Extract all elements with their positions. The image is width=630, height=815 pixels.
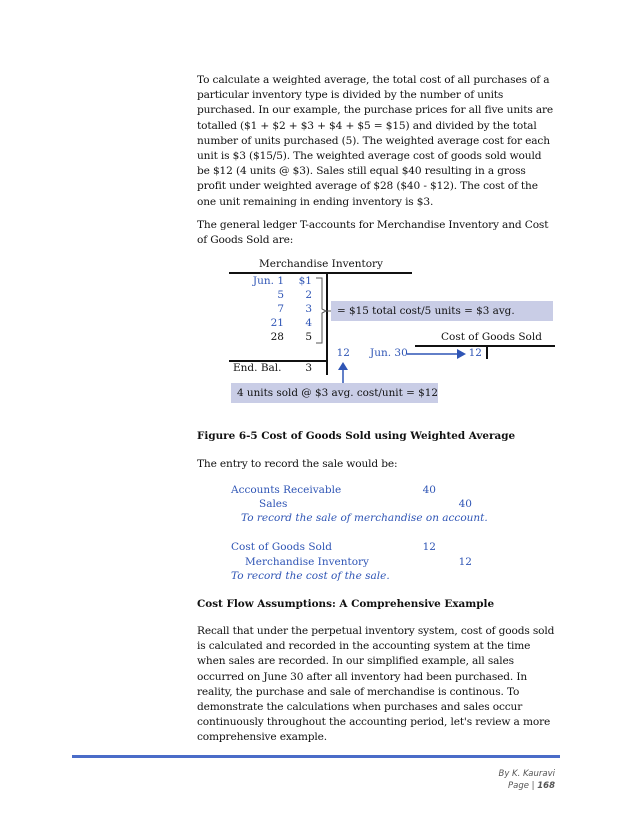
journal-debit-amount: 40 <box>422 484 436 496</box>
inventory-credit-value: 12 <box>336 347 350 359</box>
inventory-row-label: Jun. 1 <box>252 275 284 287</box>
paragraph-taccounts-intro: The general ledger T-accounts for Merchandise Inventory and Cost of Goods Sold are: <box>197 219 549 247</box>
footer-page-label: Page <box>508 781 529 791</box>
cogs-debit-value: 12 <box>468 347 482 359</box>
journal-credit-amount: 40 <box>458 498 472 510</box>
inventory-end-value: 3 <box>305 362 312 374</box>
figure-caption: Figure 6-5 Cost of Goods Sold using Weighted Average <box>197 430 516 442</box>
inventory-credit-label: Jun. 30 <box>370 347 408 359</box>
paragraph-weighted-average: To calculate a weighted average, the total cost of all purchases of a particular inventory type is divided by the number of units purchased. In our example, the purchase prices for all five units are totalled ($1 + $2 + $3 + $4 + $5 = $15) and divided by the total number of units purchased (5). The weighted average cost for each unit is $3 ($15/5). The weighted average cost of goods sold would be $12 (4 units @ $3). Sales still equal $40 resulting in a gross profit under weighted average of $28 ($40 - $12). The cost of the one unit remaining in ending inventory is $3. <box>197 74 554 208</box>
footer-page: Page | 168 <box>508 781 555 791</box>
inventory-row-value: 3 <box>305 303 312 315</box>
cogs-center-line <box>486 345 488 359</box>
callout-avg-cost: = $15 total cost/5 units = $3 avg. <box>331 301 553 321</box>
inventory-row-value: 5 <box>305 331 312 343</box>
journal-credit-amount: 12 <box>458 556 472 568</box>
journal-credit-account: Sales <box>259 498 288 510</box>
inventory-row-value: 2 <box>305 289 312 301</box>
inventory-title: Merchandise Inventory <box>259 258 383 270</box>
footer-rule <box>72 755 560 758</box>
footer-page-number: 168 <box>537 781 555 791</box>
cogs-top-line <box>415 345 555 347</box>
inventory-top-line <box>229 272 412 274</box>
section-heading: Cost Flow Assumptions: A Comprehensive Example <box>197 598 495 610</box>
inventory-row-label: 7 <box>277 303 284 315</box>
cogs-title: Cost of Goods Sold <box>441 331 542 343</box>
inventory-row-value: $1 <box>298 275 312 287</box>
callout-units-sold: 4 units sold @ $3 avg. cost/unit = $12 <box>231 383 438 403</box>
inventory-row-label: 5 <box>277 289 284 301</box>
inventory-row-label: 21 <box>270 317 284 329</box>
inventory-row-value: 4 <box>305 317 312 329</box>
journal-debit-amount: 12 <box>422 541 436 553</box>
journal-note: To record the cost of the sale. <box>231 570 390 582</box>
journal-credit-account: Merchandise Inventory <box>245 556 369 568</box>
inventory-end-label: End. Bal. <box>233 362 282 374</box>
footer-author: By K. Kauravi <box>498 769 555 779</box>
arrow-right-icon <box>405 348 467 360</box>
journal-debit-account: Cost of Goods Sold <box>231 541 332 553</box>
inventory-row-label: 28 <box>270 331 284 343</box>
journal-debit-account: Accounts Receivable <box>231 484 342 496</box>
paragraph-recall: Recall that under the perpetual inventory system, cost of goods sold is calculated and recorded in the accounting system at the time when sales are recorded. In our simplified example, all sales occurred on June 30 after all inventory had been purchased. In reality, the purchase and sale of merchandise is continous. To demonstrate the calculations when purchases and sales occur continuously throughout the accounting period, let's review a more comprehensive example. <box>197 625 555 744</box>
paragraph-entry-intro: The entry to record the sale would be: <box>197 458 398 470</box>
journal-note: To record the sale of merchandise on account. <box>241 512 488 524</box>
